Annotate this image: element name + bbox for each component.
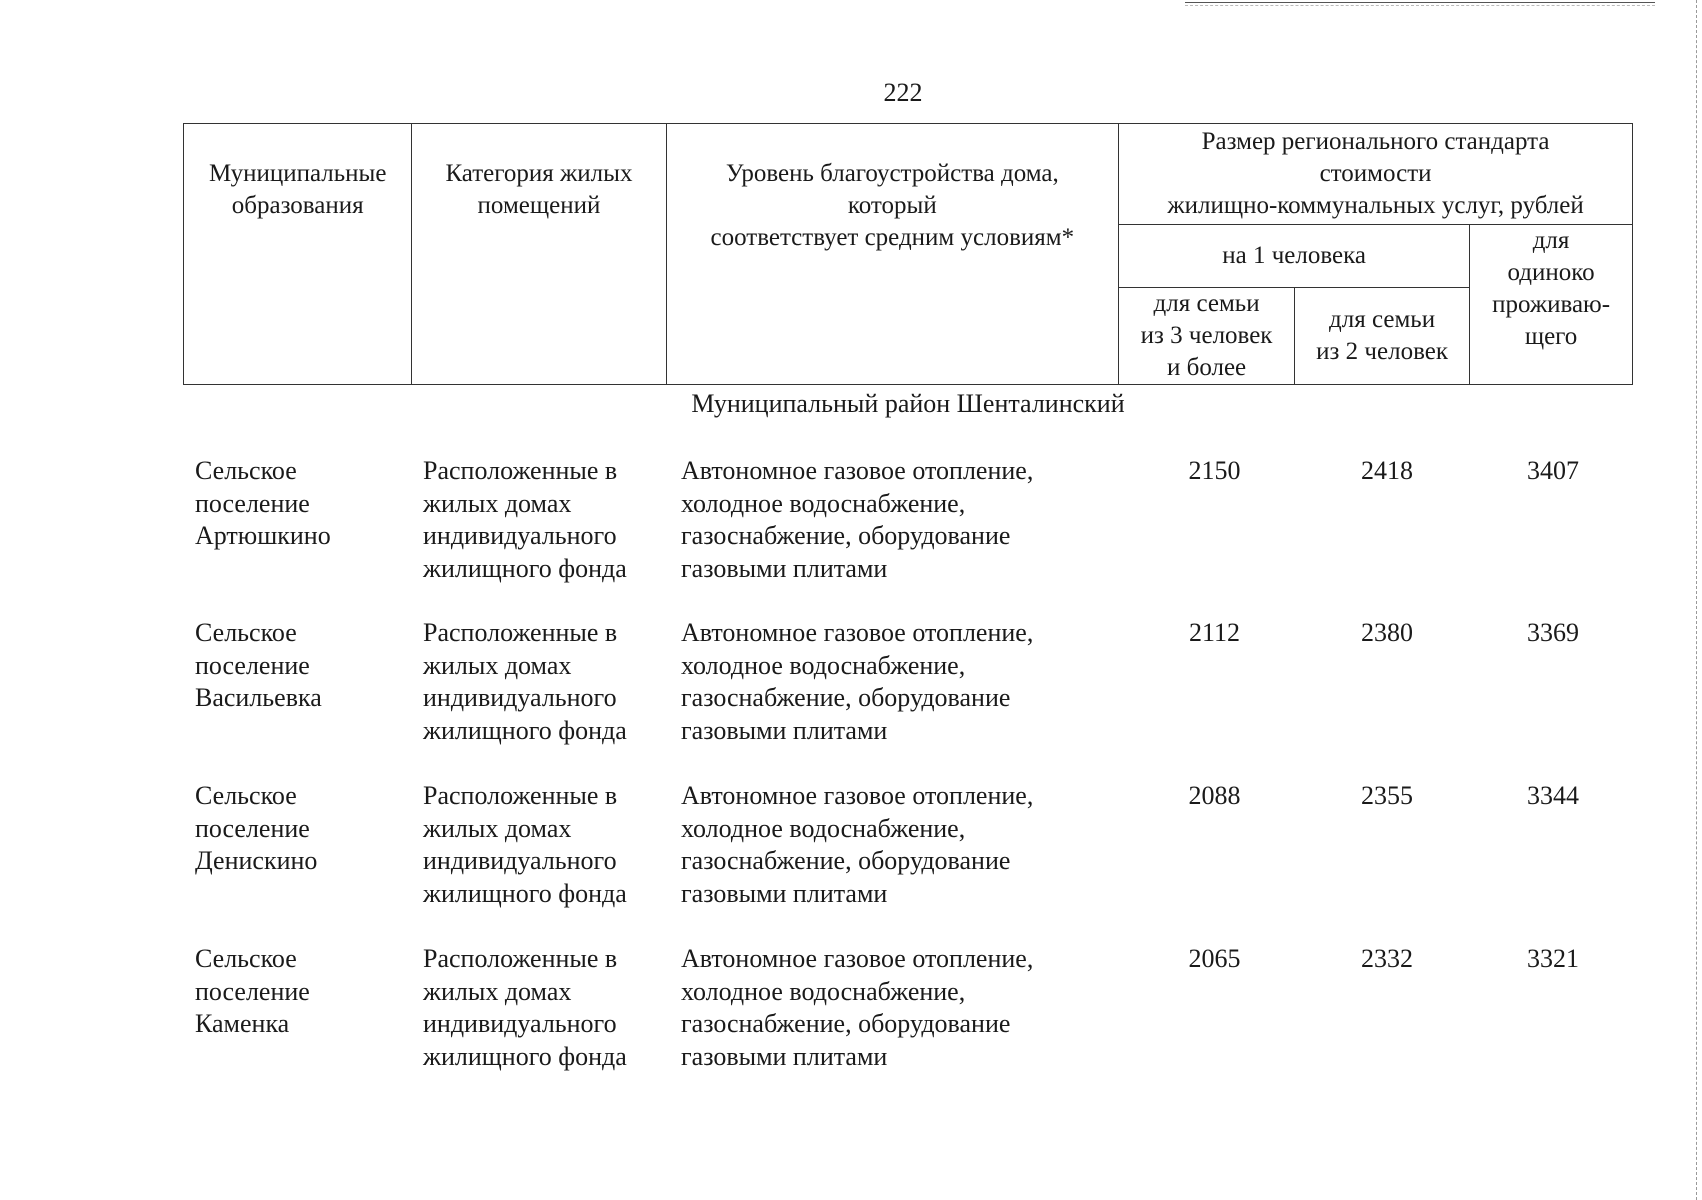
row-name-line: поселение — [195, 976, 310, 1006]
row-value-family2: 2355 — [1361, 781, 1413, 810]
row-description-line: Автономное газовое отопление, — [681, 456, 1034, 485]
header-level-line: соответствует средним условиям* — [710, 224, 1075, 251]
row-name-line: Сельское — [195, 944, 297, 973]
header-family3-line: и более — [1166, 354, 1247, 381]
row-name — [195, 943, 410, 1041]
row-name — [195, 455, 410, 553]
row-category-line: жилищного фонда — [423, 878, 627, 908]
page-number: 222 — [883, 78, 923, 107]
row-description-line: газовыми плитами — [681, 878, 888, 908]
right-page-edge — [1696, 0, 1697, 1200]
row-value-family3: 2065 — [1188, 944, 1241, 973]
row-category-line: индивидуального — [423, 683, 617, 712]
row-description-line: газоснабжение, оборудование — [681, 1009, 1011, 1038]
row-name-line: Васильевка — [195, 683, 322, 712]
header-category-line: Категория жилых — [445, 160, 633, 187]
row-category-line: индивидуального — [423, 521, 617, 550]
row-category-line: жилых домах — [423, 650, 572, 680]
row-name — [195, 780, 410, 878]
header-municipal-line: образования — [231, 192, 364, 219]
section-title: Муниципальный район Шенталинский — [691, 389, 1125, 418]
row-category-line: жилых домах — [423, 976, 572, 1006]
row-value-family2: 2418 — [1361, 456, 1413, 485]
header-single-line: щего — [1524, 323, 1578, 350]
row-description — [681, 943, 1121, 1073]
row-value-single: 3321 — [1527, 944, 1579, 973]
row-category-line: жилищного фонда — [423, 553, 627, 583]
header-level-line: который — [847, 192, 937, 219]
row-description-line: холодное водоснабжение, — [681, 976, 966, 1006]
row-name-line: Сельское — [195, 781, 297, 810]
row-description-line: газоснабжение, оборудование — [681, 683, 1011, 712]
row-name-line: поселение — [195, 813, 310, 843]
table-row — [183, 455, 1633, 605]
header-single — [1470, 225, 1633, 385]
row-description-line: Автономное газовое отопление, — [681, 944, 1034, 973]
header-single-line: для — [1532, 227, 1570, 254]
row-value-family3: 2150 — [1188, 456, 1241, 485]
row-name-line: Каменка — [195, 1009, 290, 1038]
header-standard-line: жилищно-коммунальных услуг, рублей — [1167, 192, 1584, 219]
row-category-line: Расположенные в — [423, 618, 618, 647]
table-row — [183, 780, 1633, 930]
row-category — [423, 943, 663, 1073]
row-name-line: Денискино — [195, 846, 318, 875]
row-description-line: газоснабжение, оборудование — [681, 521, 1011, 550]
row-description-line: газовыми плитами — [681, 715, 888, 745]
row-category-line: жилых домах — [423, 488, 572, 518]
row-name-line: поселение — [195, 650, 310, 680]
row-description-line: Автономное газовое отопление, — [681, 781, 1034, 810]
header-single-line: одиноко — [1507, 259, 1595, 286]
row-description-line: холодное водоснабжение, — [681, 813, 966, 843]
header-family2-line: из 2 человек — [1316, 338, 1448, 365]
row-name-line: поселение — [195, 488, 310, 518]
top-border-line — [1185, 2, 1655, 3]
row-description-line: газовыми плитами — [681, 1041, 888, 1071]
header-per-person: на 1 человека — [1119, 225, 1470, 288]
header-category-line: помещений — [477, 192, 601, 219]
row-description-line: Автономное газовое отопление, — [681, 618, 1034, 647]
header-level-line: Уровень благоустройства дома, — [725, 160, 1059, 187]
row-name-line: Сельское — [195, 456, 297, 485]
header-family3-line: для семьи — [1153, 290, 1260, 317]
row-value-family2: 2380 — [1361, 618, 1413, 647]
table-row — [183, 943, 1633, 1093]
row-value-family2: 2332 — [1361, 944, 1413, 973]
header-single-line: проживаю- — [1492, 291, 1611, 318]
row-description-line: холодное водоснабжение, — [681, 488, 966, 518]
row-value-single: 3369 — [1527, 618, 1579, 647]
row-category-line: Расположенные в — [423, 944, 618, 973]
row-description-line: холодное водоснабжение, — [681, 650, 966, 680]
row-category — [423, 617, 663, 747]
row-name-line: Артюшкино — [195, 521, 331, 550]
header-standard-line: стоимости — [1319, 160, 1432, 187]
header-standard — [1119, 124, 1633, 225]
top-border-dashed-line — [1185, 5, 1655, 6]
row-name-line: Сельское — [195, 618, 297, 647]
header-category — [412, 124, 666, 385]
row-category-line: жилых домах — [423, 813, 572, 843]
row-category — [423, 780, 663, 910]
row-description-line: газоснабжение, оборудование — [681, 846, 1011, 875]
row-value-single: 3344 — [1527, 781, 1579, 810]
row-category — [423, 455, 663, 585]
row-category-line: Расположенные в — [423, 456, 618, 485]
row-category-line: Расположенные в — [423, 781, 618, 810]
row-value-family3: 2112 — [1188, 618, 1241, 647]
row-description-line: газовыми плитами — [681, 553, 888, 583]
row-description — [681, 780, 1121, 910]
row-category-line: жилищного фонда — [423, 1041, 627, 1071]
header-level — [666, 124, 1119, 385]
row-category-line: индивидуального — [423, 846, 617, 875]
table-row — [183, 617, 1633, 767]
header-family2-line: для семьи — [1329, 306, 1436, 333]
header-family3-line: из 3 человек — [1140, 322, 1273, 349]
row-value-single: 3407 — [1527, 456, 1579, 485]
row-category-line: жилищного фонда — [423, 715, 627, 745]
header-family2 — [1295, 288, 1470, 385]
header-family3 — [1119, 288, 1295, 385]
row-name — [195, 617, 410, 715]
row-value-family3: 2088 — [1188, 781, 1241, 810]
header-municipal — [184, 124, 412, 385]
header-municipal-line: Муниципальные — [208, 160, 387, 187]
row-description — [681, 455, 1121, 585]
row-description — [681, 617, 1121, 747]
table-header — [183, 123, 1633, 385]
row-category-line: индивидуального — [423, 1009, 617, 1038]
header-standard-line: Размер регионального стандарта — [1201, 128, 1550, 155]
